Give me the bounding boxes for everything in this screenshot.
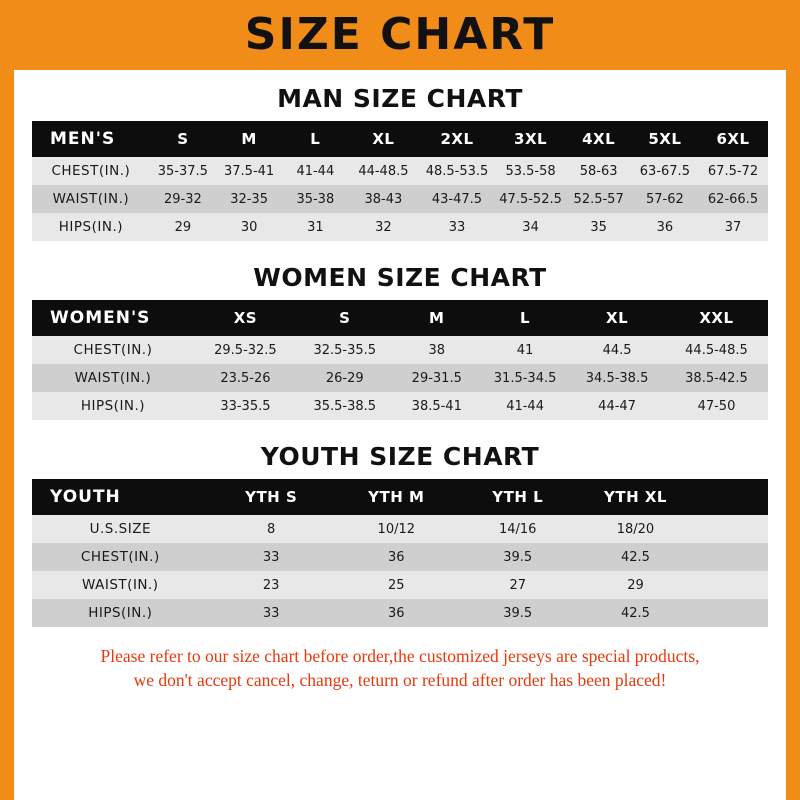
table-cell: 41-44 [296,163,335,179]
table-cell: 34 [522,219,539,235]
table-cell: 42.5 [620,549,650,565]
table-row [32,571,768,599]
section-title-youth: YOUTH SIZE CHART [260,442,540,471]
table-youth-size-chart [32,479,768,627]
table-cell: 32-35 [230,191,268,207]
table-cell: 30 [240,219,258,235]
footer-note-line-1: Please refer to our size chart before order,the customized jerseys are special products, [100,646,700,666]
column-header: MEN'S [50,129,116,149]
table-cell: 35 [590,219,607,235]
table-cell: 27 [509,577,526,593]
table-cell-spacer [694,543,768,571]
column-header: WOMEN'S [50,308,151,328]
table-cell: 26-29 [325,370,364,386]
table-cell: 36 [388,549,405,565]
table-cell: 37 [724,219,742,235]
table-cell: 43-47.5 [431,191,483,207]
row-label: CHEST(IN.) [51,163,131,179]
row-label: HIPS(IN.) [88,605,153,621]
table-cell: 38 [428,342,446,358]
table-cell: 38.5-41 [411,398,462,414]
table-cell: 39.5 [503,549,533,565]
table-row [32,543,768,571]
table-cell: 10/12 [377,521,416,537]
row-label: WAIST(IN.) [82,577,159,593]
table-cell: 29 [627,577,644,593]
table-cell: 62-66.5 [707,191,759,207]
table-header-row [32,300,768,336]
table-cell-spacer [694,599,768,627]
table-cell-spacer [694,515,768,543]
table-cell: 36 [656,219,674,235]
table-cell: 31.5-34.5 [493,370,557,386]
row-label: HIPS(IN.) [58,219,123,235]
table-cell: 29 [174,219,192,235]
table-cell: 38-43 [364,191,403,207]
column-header: 4XL [582,130,616,148]
row-label: U.S.SIZE [89,521,151,537]
footer-note [32,637,768,702]
table-cell: 25 [388,577,405,593]
footer-note-line-2: we don't accept cancel, change, teturn or refund after order has been placed! [133,669,667,690]
table-cell: 36 [388,605,405,621]
table-cell: 44.5-48.5 [685,342,748,358]
column-header: L [520,309,531,327]
table-cell: 37.5-41 [224,163,275,179]
table-cell: 52.5-57 [573,191,624,207]
section-title-women: WOMEN SIZE CHART [253,263,547,292]
table-cell: 29-31.5 [411,370,462,386]
column-header: S [339,309,351,327]
column-header: YTH XL [603,488,667,506]
table-row [32,185,768,213]
column-header: 2XL [440,130,474,148]
table-cell: 35.5-38.5 [313,398,377,414]
table-cell: 33 [262,549,280,565]
table-header-row [32,121,768,157]
column-header: S [177,130,189,148]
table-cell: 31 [307,219,324,235]
table-cell: 63-67.5 [639,163,690,179]
row-label: WAIST(IN.) [52,191,130,207]
table-cell: 44-48.5 [358,163,409,179]
page-title: SIZE CHART [244,9,556,60]
table-cell: 33 [448,219,466,235]
column-header: XS [233,309,258,327]
table-cell: 39.5 [503,605,533,621]
table-women-size-chart [32,300,768,420]
table-cell: 48.5-53.5 [425,163,489,179]
column-header-spacer [694,479,768,515]
table-row [32,213,768,241]
table-cell: 42.5 [620,605,650,621]
table-cell: 38.5-42.5 [685,370,748,386]
table-row [32,599,768,627]
table-cell: 33-35.5 [220,398,271,414]
table-cell: 47-50 [697,398,736,414]
table-cell: 14/16 [498,521,537,537]
table-cell: 23.5-26 [220,370,271,386]
column-header: 5XL [648,130,682,148]
table-header-row [32,479,768,515]
table-row [32,392,768,420]
row-label: HIPS(IN.) [80,398,146,414]
table-man-size-chart [32,121,768,241]
table-cell: 44-47 [598,398,636,414]
table-cell: 67.5-72 [707,163,759,179]
table-cell: 33 [262,605,280,621]
table-row [32,157,768,185]
column-header: M [429,309,445,327]
table-cell: 18/20 [616,521,655,537]
column-header: XXL [699,309,734,327]
table-cell: 41-44 [506,398,544,414]
header-banner [0,0,800,70]
column-header: 3XL [514,130,548,148]
column-header: YTH M [368,488,425,506]
table-cell: 32.5-35.5 [313,342,377,358]
table-row [32,364,768,392]
table-cell: 47.5-52.5 [499,191,562,207]
table-cell: 53.5-58 [505,163,556,179]
table-cell: 57-62 [645,191,684,207]
column-header: YTH L [492,488,544,506]
column-header: M [241,130,257,148]
column-header: YOUTH [50,487,121,507]
column-header: YTH S [245,488,298,506]
table-cell: 32 [375,219,392,235]
table-cell: 8 [267,521,276,537]
section-title-man: MAN SIZE CHART [277,84,523,113]
table-cell: 29.5-32.5 [214,342,277,358]
chart-content [14,70,786,800]
row-label: CHEST(IN.) [73,342,153,358]
table-cell: 29-32 [163,191,202,207]
row-label: WAIST(IN.) [74,370,152,386]
column-header: L [310,130,321,148]
table-cell-spacer [694,571,768,599]
table-cell: 58-63 [579,163,618,179]
table-row [32,515,768,543]
table-cell: 35-37.5 [157,163,208,179]
table-cell: 41 [516,342,534,358]
column-header: 6XL [716,130,750,148]
table-cell: 44.5 [602,342,632,358]
table-cell: 34.5-38.5 [585,370,649,386]
table-cell: 23 [262,577,280,593]
column-header: XL [606,309,629,327]
row-label: CHEST(IN.) [80,549,160,565]
column-header: XL [372,130,395,148]
table-row [32,336,768,364]
table-cell: 35-38 [296,191,335,207]
